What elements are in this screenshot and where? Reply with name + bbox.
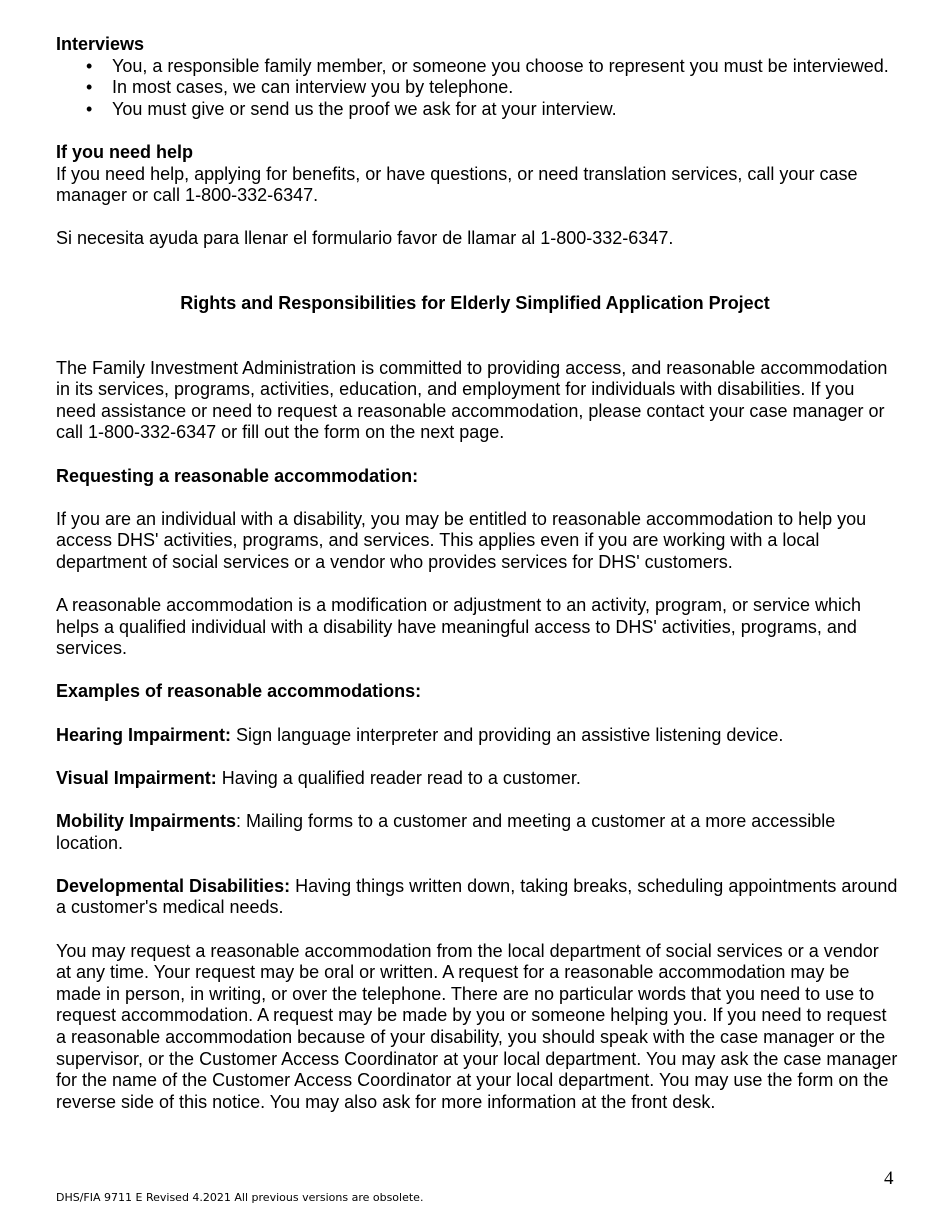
example-visual-text: Having a qualified reader read to a customer. bbox=[216, 767, 581, 788]
example-developmental-label: Developmental Disabilities: bbox=[56, 875, 291, 896]
example-hearing-text: Sign language interpreter and providing an assistive listening device. bbox=[231, 724, 784, 745]
requesting-paragraph-1: If you are an individual with a disability, you may be entitled to reasonable accommodation to help you access DHS' activities, programs, and services. This applies even if you are working with a local department of social services or a vendor who provides services for DHS' customers. bbox=[56, 508, 867, 572]
document-page bbox=[56, 34, 898, 1113]
help-spanish-text: Si necesita ayuda para llenar el formulario favor de llamar al 1-800-332-6347. bbox=[56, 228, 674, 249]
rights-title: Rights and Responsibilities for Elderly Simplified Application Project bbox=[180, 292, 770, 313]
help-heading: If you need help bbox=[56, 141, 194, 162]
form-footer: DHS/FIA 9711 E Revised 4.2021 All previous versions are obsolete. bbox=[56, 1191, 424, 1204]
example-hearing-label: Hearing Impairment: bbox=[56, 724, 232, 745]
example-developmental bbox=[56, 876, 898, 919]
interviews-list bbox=[56, 56, 898, 121]
example-mobility bbox=[56, 811, 898, 854]
closing-paragraph: You may request a reasonable accommodation from the local department of social services or a vendor at any time. Your request may be oral or written. A request for a reasonable accommodation may be made in person, in writing, or over the telephone. There are no particular words that you need to use to request accommodation. A request may be made by you or someone helping you. If you need to request a reasonable accommodation because of your disability, you should speak with the case manager or the supervisor, or the Customer Access Coordinator at your local department. You may ask the case manager for the name of the Customer Access Coordinator at your local department. You may use the form on the reverse side of this notice. You may also ask for more information at the front desk. bbox=[56, 940, 898, 1112]
help-text: If you need help, applying for benefits, or have questions, or need translation services, call your case manager or call 1-800-332-6347. bbox=[56, 163, 858, 206]
example-hearing bbox=[56, 725, 898, 747]
rights-intro: The Family Investment Administration is committed to providing access, and reasonable accommodation in its services, programs, activities, education, and employment for individuals with disabilities. If you need assistance or need to request a reasonable accommodation, please contact your case manager or call 1-800-332-6347 or fill out the form on the next page. bbox=[56, 357, 888, 443]
list-item: • You, a responsible family member, or someone you choose to represent you must be interviewed. bbox=[112, 56, 898, 78]
example-mobility-label: Mobility Impairments bbox=[56, 811, 237, 831]
page-number: 4 bbox=[884, 1168, 894, 1189]
list-item: • In most cases, we can interview you by telephone. bbox=[112, 77, 898, 99]
list-item: • You must give or send us the proof we ask for at your interview. bbox=[112, 99, 898, 121]
interviews-heading: Interviews bbox=[56, 34, 145, 54]
examples-heading: Examples of reasonable accommodations: bbox=[56, 681, 422, 702]
requesting-heading: Requesting a reasonable accommodation: bbox=[56, 465, 419, 486]
example-visual bbox=[56, 768, 898, 790]
example-visual-label: Visual Impairment: bbox=[56, 767, 217, 788]
example-developmental-text: Having things written down, taking breaks, scheduling appointments around a customer's medical needs. bbox=[56, 875, 898, 918]
example-mobility-text: : Mailing forms to a customer and meeting a customer at a more accessible location. bbox=[56, 811, 836, 853]
requesting-paragraph-2: A reasonable accommodation is a modification or adjustment to an activity, program, or service which helps a qualified individual with a disability have meaningful access to DHS' activities, programs, and services. bbox=[56, 595, 862, 659]
